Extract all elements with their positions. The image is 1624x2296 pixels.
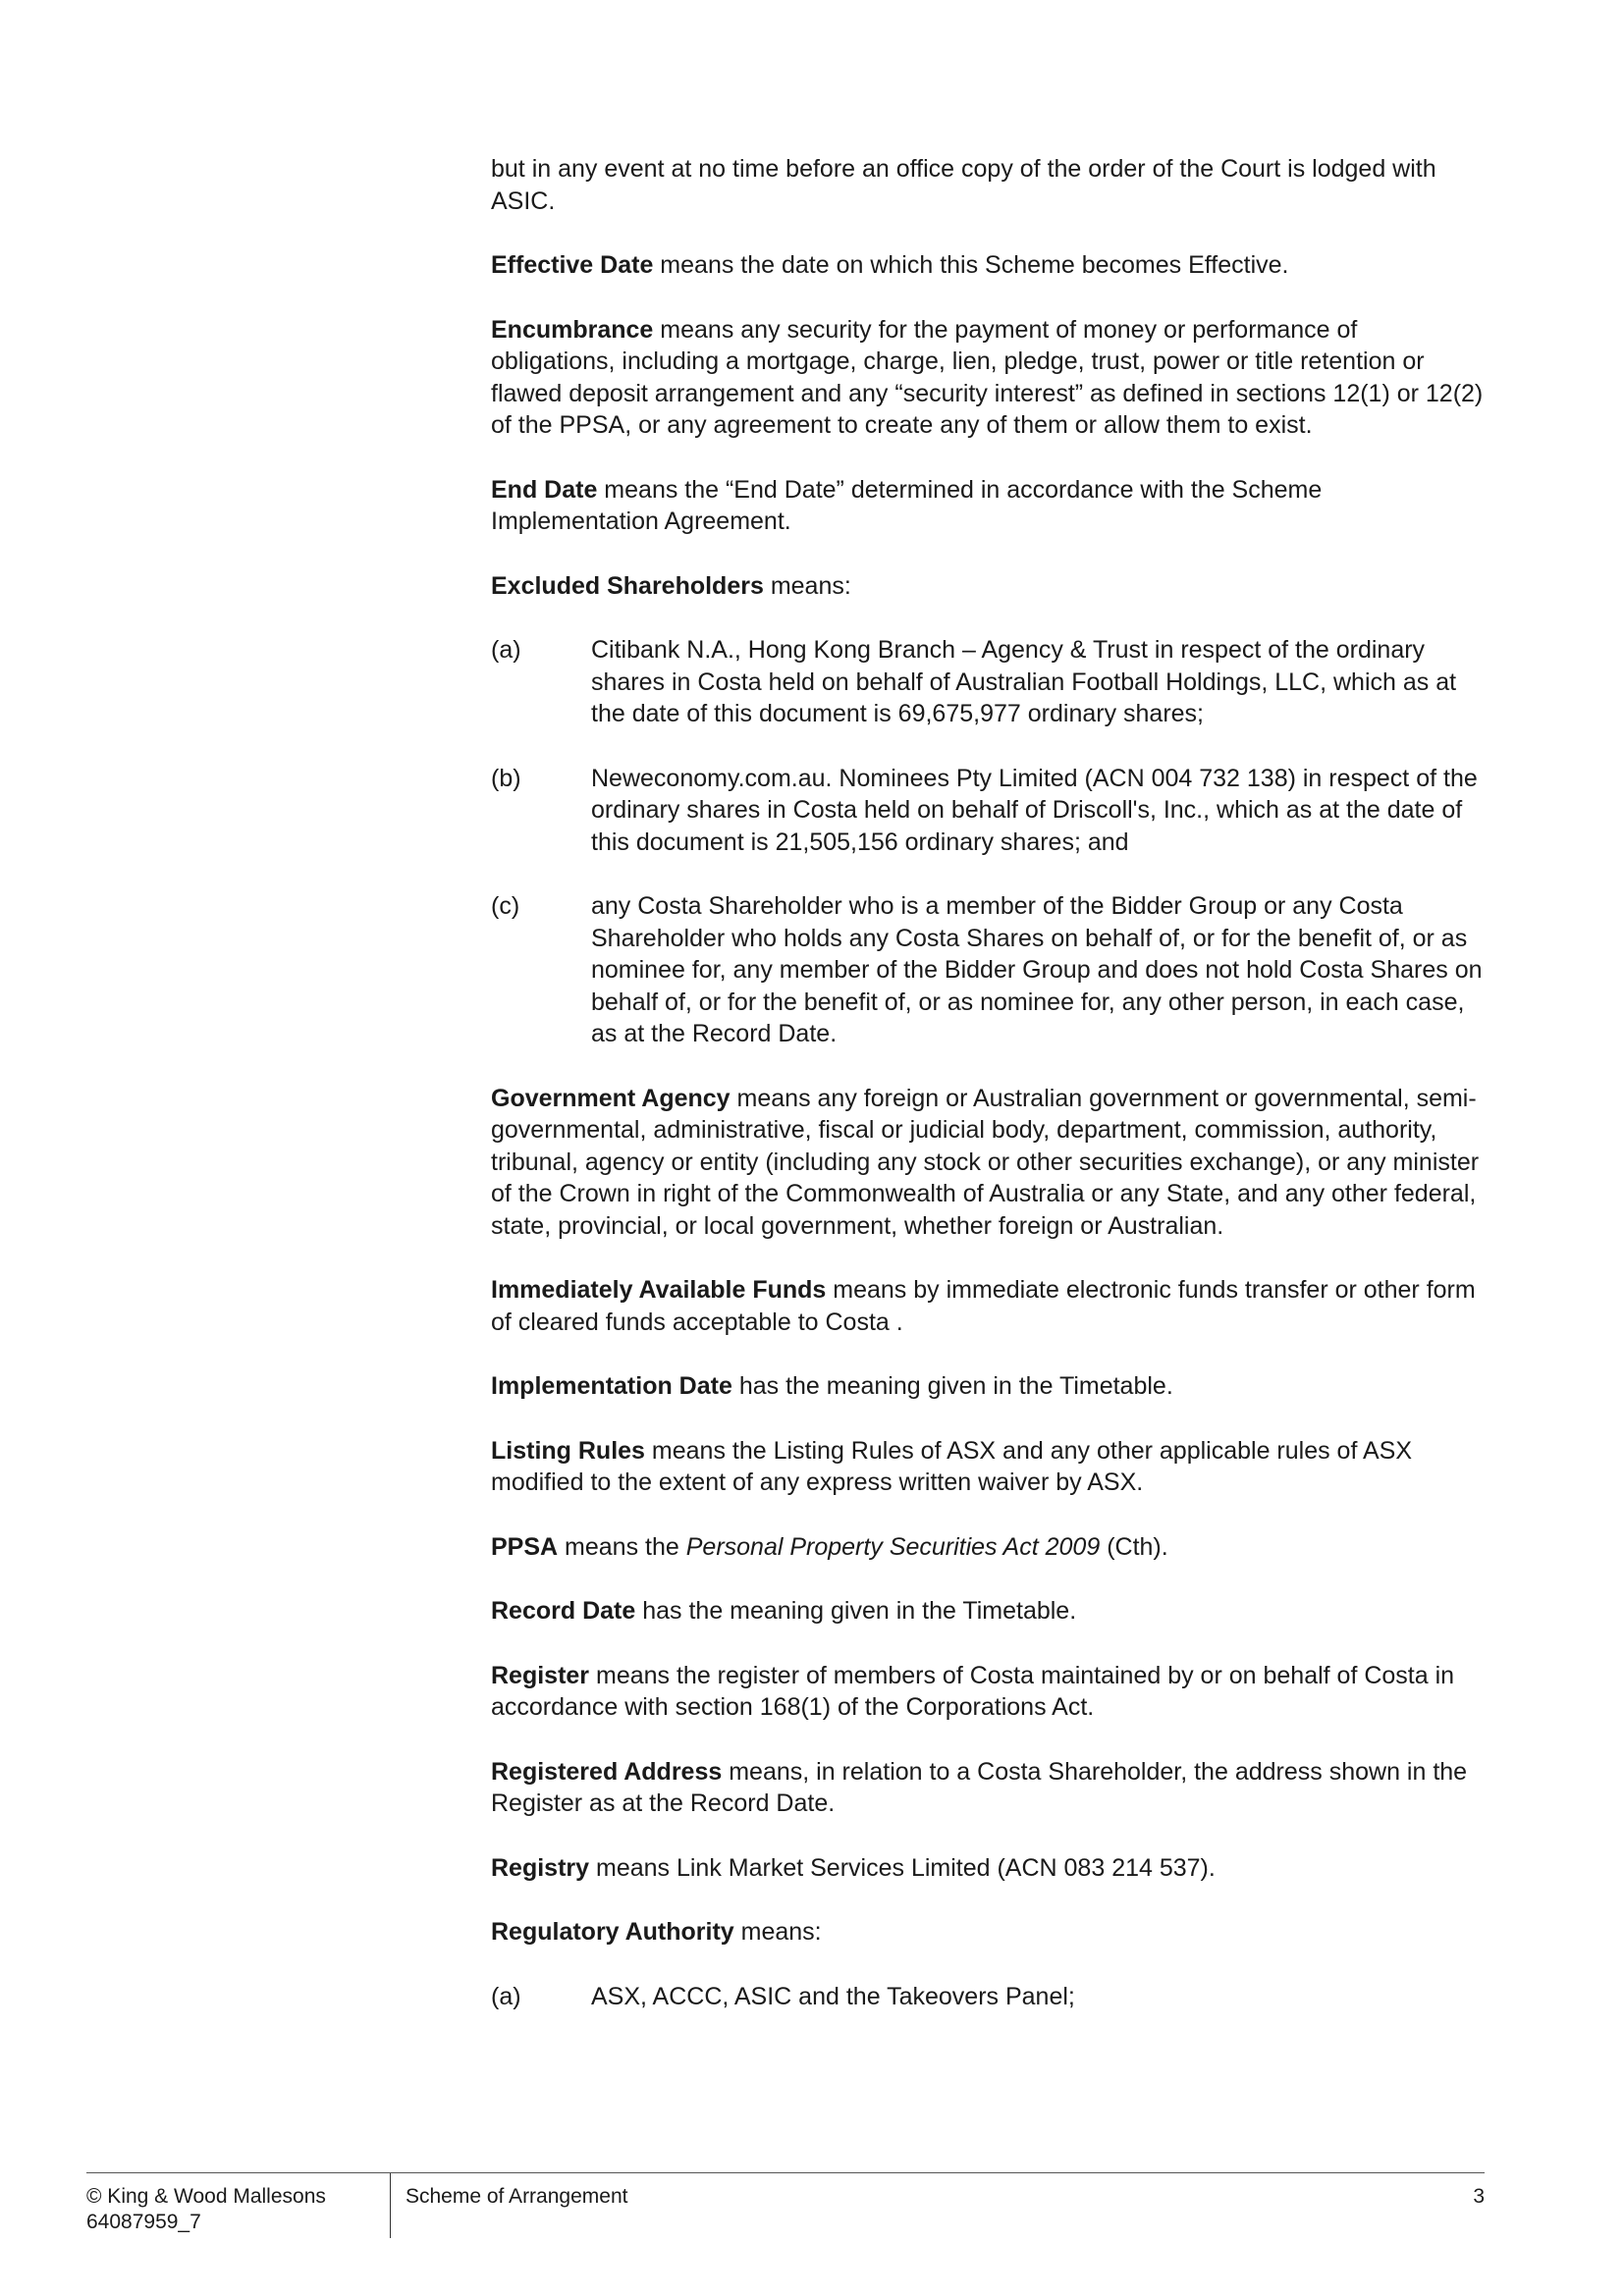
definition-encumbrance xyxy=(491,314,1487,442)
term: Excluded Shareholders xyxy=(491,571,764,600)
term: Encumbrance xyxy=(491,315,654,344)
copyright-text: © King & Wood Mallesons xyxy=(86,2185,326,2208)
definition-text: means by immediate electronic funds transfer or other form of cleared funds acceptable to Costa . xyxy=(491,1276,1476,1336)
document-number: 64087959_7 xyxy=(86,2211,201,2233)
term: Immediately Available Funds xyxy=(491,1276,827,1304)
term: Effective Date xyxy=(491,251,654,279)
definition-text: means the date on which this Scheme becomes Effective. xyxy=(653,251,1289,279)
intro-text: but in any event at no time before an office copy of the order of the Court is lodged with ASIC. xyxy=(491,155,1436,215)
definition-text: has the meaning given in the Timetable. xyxy=(635,1597,1077,1625)
term: Record Date xyxy=(491,1597,636,1625)
document-title: Scheme of Arrangement xyxy=(406,2185,628,2208)
definition-regulatory-authority xyxy=(491,1916,1487,1949)
page-footer xyxy=(86,2172,1485,2242)
list-label: (a) xyxy=(491,636,521,664)
definition-record-date xyxy=(491,1595,1487,1628)
definition-immediately-available-funds xyxy=(491,1274,1487,1338)
definition-text: means: xyxy=(733,1918,822,1946)
definition-implementation-date xyxy=(491,1370,1487,1403)
definition-text: has the meaning given in the Timetable. xyxy=(731,1372,1173,1400)
definition-text: means the register of members of Costa maintained by or on behalf of Costa in accordance with section 168(1) of the Corporations Act. xyxy=(491,1661,1455,1721)
definition-text: means the Listing Rules of ASX and any other applicable rules of ASX modified to the extent of any express written waiver by ASX. xyxy=(491,1436,1412,1496)
page-number: 3 xyxy=(1473,2185,1485,2208)
list-item xyxy=(491,1981,1487,2013)
list-label: (c) xyxy=(491,892,520,920)
list-text: Citibank N.A., Hong Kong Branch – Agency & Trust in respect of the ordinary shares in Costa held on behalf of Australian Football Holdings, LLC, which as at the date of this document is 69,675,977 ordinary shares; xyxy=(591,636,1457,727)
term: Registered Address xyxy=(491,1757,723,1786)
definition-text: means the xyxy=(558,1532,686,1561)
footer-left xyxy=(86,2184,326,2235)
act-title: Personal Property Securities Act 2009 xyxy=(685,1532,1101,1561)
term: Register xyxy=(491,1661,590,1689)
term: Regulatory Authority xyxy=(491,1918,734,1946)
definition-effective-date xyxy=(491,249,1487,282)
definition-listing-rules xyxy=(491,1435,1487,1499)
term: Listing Rules xyxy=(491,1436,645,1465)
list-text: any Costa Shareholder who is a member of the Bidder Group or any Costa Shareholder who holds any Costa Shares on behalf of, or for the benefit of, or as nominee for, any member of the Bidder Group and does not hold Costa Shares on behalf of, or for the benefit of, or as nominee for, any other person, in each case, as at the Record Date. xyxy=(591,892,1483,1047)
definition-excluded-shareholders xyxy=(491,570,1487,603)
definition-register xyxy=(491,1660,1487,1724)
list-text: Neweconomy.com.au. Nominees Pty Limited (ACN 004 732 138) in respect of the ordinary shares in Costa held on behalf of Driscoll's, Inc., which as at the date of this document is 21,505,156 ordinary shares; and xyxy=(591,764,1478,856)
definition-text: means: xyxy=(763,571,851,600)
term: Registry xyxy=(491,1853,590,1882)
list-label: (a) xyxy=(491,1982,521,2010)
list-item xyxy=(491,890,1487,1050)
definition-registered-address xyxy=(491,1756,1487,1820)
term: Implementation Date xyxy=(491,1372,732,1400)
term: Government Agency xyxy=(491,1084,731,1112)
term: PPSA xyxy=(491,1532,559,1561)
definition-text-after: (Cth). xyxy=(1100,1532,1168,1561)
definition-text: means any security for the payment of money or performance of obligations, including a mortgage, charge, lien, pledge, trust, power or title retention or flawed deposit arrangement and any “security interest” as defined in sections 12(1) or 12(2) of the PPSA, or any agreement to create any of them or allow them to exist. xyxy=(491,315,1484,439)
definition-text: means any foreign or Australian government or governmental, semi-governmental, administrative, fiscal or judicial body, department, commission, authority, tribunal, agency or entity (including any stock or other securities exchange), or any minister of the Crown in right of the Commonwealth of Australia or any State, and any other federal, state, provincial, or local government, whether foreign or Australian. xyxy=(491,1084,1480,1240)
definition-text: means, in relation to a Costa Shareholder, the address shown in the Register as at the Record Date. xyxy=(491,1757,1468,1817)
definition-text: means Link Market Services Limited (ACN 083 214 537). xyxy=(589,1853,1216,1882)
list-label: (b) xyxy=(491,764,521,792)
list-item xyxy=(491,763,1487,859)
list-item xyxy=(491,634,1487,730)
term: End Date xyxy=(491,475,598,504)
document-body xyxy=(491,153,1487,2045)
footer-divider xyxy=(390,2173,391,2238)
definition-government-agency xyxy=(491,1083,1487,1243)
definition-ppsa xyxy=(491,1531,1487,1564)
intro-paragraph xyxy=(491,153,1487,217)
list-text: ASX, ACCC, ASIC and the Takeovers Panel; xyxy=(591,1982,1075,2010)
definition-text: means the “End Date” determined in accordance with the Scheme Implementation Agreement. xyxy=(491,475,1323,535)
definition-registry xyxy=(491,1852,1487,1885)
definition-end-date xyxy=(491,474,1487,538)
